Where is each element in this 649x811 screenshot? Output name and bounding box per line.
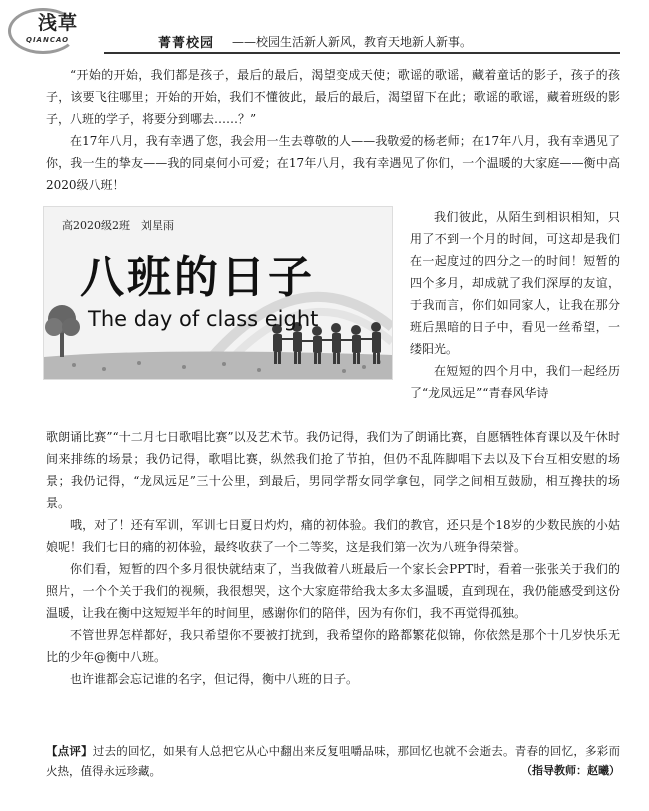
header-rule	[104, 52, 620, 54]
body-block	[46, 426, 620, 690]
side-paragraph-2: 在短短的四个月中，我们一起经历了“龙凤远足”“青春风华诗	[410, 364, 620, 400]
side-text-column	[410, 206, 620, 404]
article-title: 八班的日子	[80, 252, 315, 303]
body-paragraph-2: 哦，对了！还有军训，军训七日夏日灼灼，痛的初体验。我们的教官，还只是个18岁的少数民族的小姑娘呢！我们七日的痛的初体验，最终收获了一个二等奖，这是我们第一次为八班争得荣誉。	[46, 518, 620, 554]
body-paragraph-3: 你们看，短暂的四个多月很快就结束了，当我做着八班最后一个家长会PPT时，看着一张张关于我们的照片，一个个关于我们的视频，我很想哭，这个大家庭带给我太多太多温暖，直到现在，我仍能感受到这份温暖，让我在衡中这短短半年的时间里，感谢你们的陪伴，因为有你们，我不再觉得孤独。	[46, 562, 620, 620]
side-paragraph-1: 我们彼此，从陌生到相识相知，只用了不到一个月的时间，可这却是我们在一起度过的四分之一的时间！短暂的四个多月，却成就了我们深厚的友谊，于我而言，你们如同家人，让我在那分班后黑暗的日子中，看见一丝希望，一缕阳光。	[410, 210, 620, 356]
body-paragraph-4: 不管世界怎样都好，我只希望你不要被打扰到，我希望你的路都繁花似锦，你依然是那个十几岁快乐无比的少年@衡中八班。	[46, 628, 620, 664]
body-paragraph-1: 歌朗诵比赛”“十二月七日歌唱比赛”以及艺术节。我仍记得，我们为了朗诵比赛，自愿牺牲体育课以及午休时间来排练的场景；我仍记得，歌唱比赛，纵然我们抢了节拍，但仍不乱阵脚唱下去以及下台互相安慰的场景；我仍记得，“龙凤远足”三十公里，到最后，男同学帮女同学拿包，同学之间相互鼓励，相互搀扶的场景。	[46, 430, 620, 510]
qiancao-logo	[8, 6, 104, 52]
editor-comment	[46, 741, 620, 781]
logo-en-text: QIANCAO	[26, 36, 70, 44]
intro-paragraph-1: “开始的开始，我们都是孩子，最后的最后，渴望变成天使；歌谣的歌谣，藏着童话的影子，孩子的孩子，该要飞往哪里；开始的开始，我们不懂彼此，最后的最后，渴望留下在此；歌谣的歌谣，藏着班级的影子，八班的学子，将要分到哪去……？”	[46, 68, 620, 126]
comment-label: 【点评】	[46, 744, 93, 758]
intro-paragraph-2: 在17年八月，我有幸遇了您，我会用一生去尊敬的人——我敬爱的杨老师；在17年八月，我有幸遇见了你，我一生的挚友——我的同桌何小可爱；在17年八月，我有幸遇见了你们，一个温暖的大家庭——衡中高2020级八班！	[46, 134, 620, 192]
teacher-credit: （指导教师：赵曦）	[521, 764, 620, 777]
article-subtitle: The day of class eight	[88, 307, 319, 331]
article-illustration	[43, 206, 393, 380]
section-title: 菁菁校园	[158, 36, 215, 51]
illustration-byline: 高2020级2班 刘星雨	[62, 219, 174, 232]
intro-block	[46, 64, 620, 196]
comment-text: 过去的回忆，如果有人总把它从心中翻出来反复咀嚼品味，那回忆也就不会逝去。青春的回忆，多彩而火热，值得永远珍藏。	[46, 744, 620, 778]
section-slogan: ——校园生活新人新风，教育天地新人新事。	[232, 35, 473, 49]
page-header	[0, 0, 649, 58]
logo-cn-text: 浅草	[38, 12, 79, 34]
body-paragraph-5: 也许谁都会忘记谁的名字，但记得，衡中八班的日子。	[70, 672, 359, 686]
